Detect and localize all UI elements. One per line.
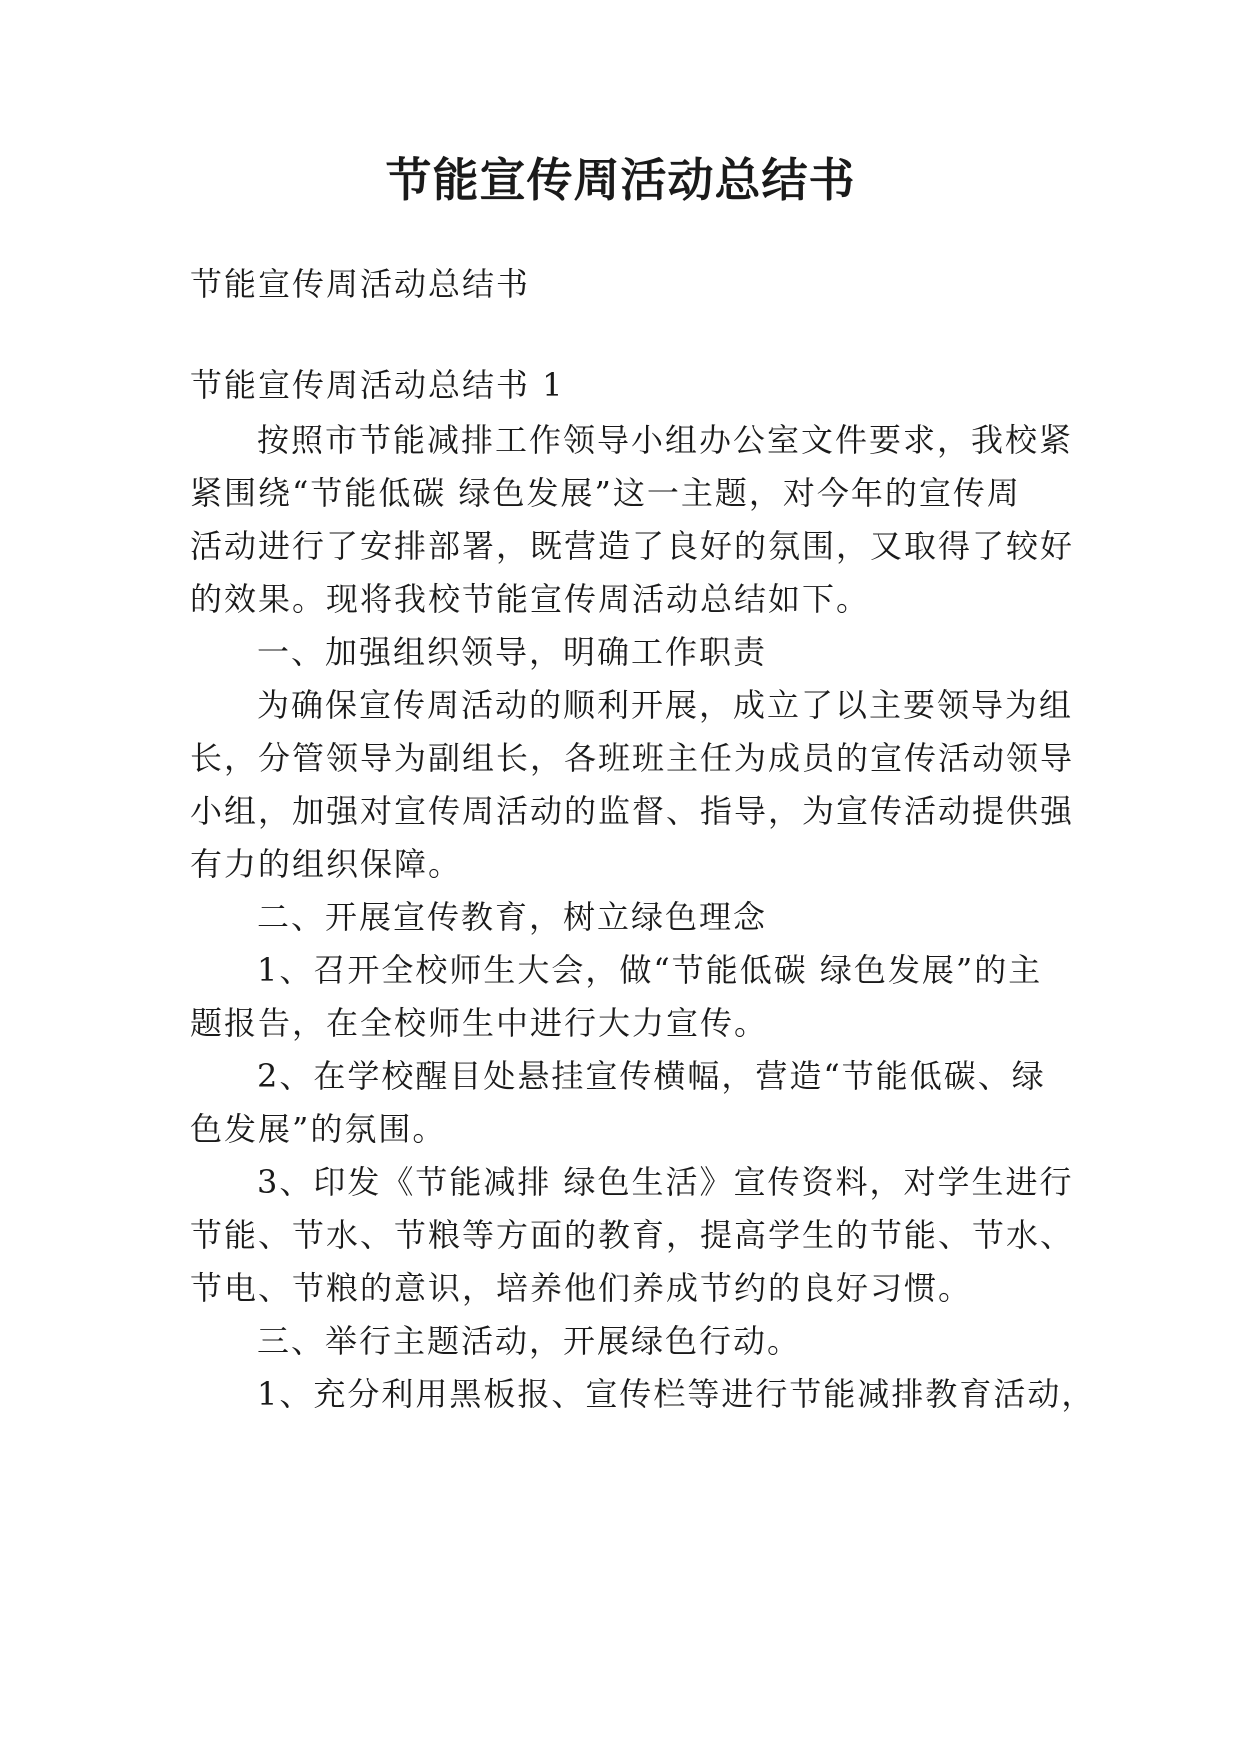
document-subtitle: 节能宣传周活动总结书 — [190, 265, 531, 303]
section-heading: 节能宣传周活动总结书 1 — [190, 366, 565, 404]
paragraph-line: 紧围绕“节能低碳 绿色发展”这一主题，对今年的宣传周 — [190, 474, 1021, 512]
paragraph-line: 节能、节水、节粮等方面的教育，提高学生的节能、节水、 — [190, 1216, 1075, 1254]
paragraph-line: 有力的组织保障。 — [190, 845, 463, 883]
paragraph-line: 色发展”的氛围。 — [190, 1110, 447, 1148]
document-title: 节能宣传周活动总结书 — [385, 153, 856, 207]
paragraph-line: 长，分管领导为副组长，各班班主任为成员的宣传活动领导 — [190, 739, 1075, 777]
paragraph-line: 2、在学校醒目处悬挂宣传横幅，营造“节能低碳、绿 — [257, 1057, 1046, 1095]
paragraph-line: 为确保宣传周活动的顺利开展，成立了以主要领导为组 — [257, 686, 1074, 724]
paragraph-line: 节电、节粮的意识，培养他们养成节约的良好习惯。 — [190, 1269, 973, 1307]
paragraph-line: 1、召开全校师生大会，做“节能低碳 绿色发展”的主 — [257, 951, 1043, 989]
section-title: 二、开展宣传教育，树立绿色理念 — [257, 898, 768, 936]
paragraph-line: 3、印发《节能减排 绿色生活》宣传资料，对学生进行 — [257, 1163, 1074, 1201]
paragraph-line: 的效果。现将我校节能宣传周活动总结如下。 — [190, 580, 871, 618]
paragraph-line: 小组，加强对宣传周活动的监督、指导，为宣传活动提供强 — [190, 792, 1075, 830]
paragraph-line: 活动进行了安排部署，既营造了良好的氛围，又取得了较好 — [190, 527, 1075, 565]
paragraph-line: 1、充分利用黑板报、宣传栏等进行节能减排教育活动， — [257, 1375, 1096, 1413]
section-title: 三、举行主题活动，开展绿色行动。 — [257, 1322, 802, 1360]
paragraph-line: 题报告，在全校师生中进行大力宣传。 — [190, 1004, 769, 1042]
section-title: 一、加强组织领导，明确工作职责 — [257, 633, 768, 671]
paragraph-line: 按照市节能减排工作领导小组办公室文件要求，我校紧 — [257, 421, 1074, 459]
